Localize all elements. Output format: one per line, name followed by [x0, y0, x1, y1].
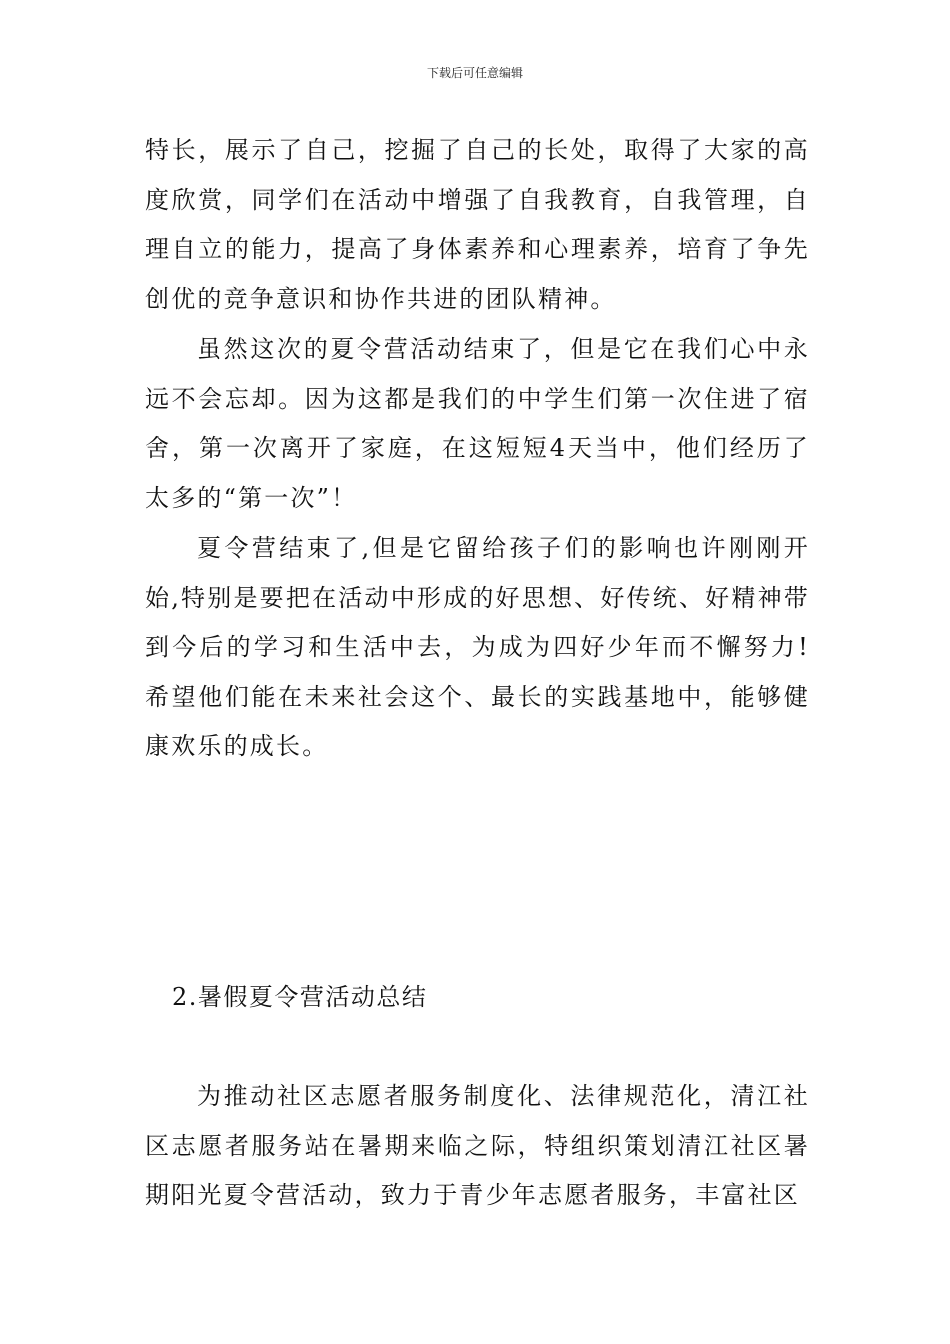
section-heading: 2.暑假夏令营活动总结: [172, 983, 428, 1011]
paragraph-3: 夏令营结束了,但是它留给孩子们的影响也许刚刚开始,特别是要把在活动中形成的好思想、好传统、好精神带到今后的学习和生活中去，为成为四好少年而不懈努力!希望他们能在未来社会这个、最长的实践基地中，能够健康欢乐的成长。: [145, 534, 810, 761]
page-header: 下载后可任意编辑: [426, 66, 523, 80]
section-paragraph: 为推动社区志愿者服务制度化、法律规范化，清江社区志愿者服务站在暑期来临之际，特组织策划清江社区暑期阳光夏令营活动，致力于青少年志愿者服务，丰富社区: [145, 1082, 810, 1210]
paragraph-2: 虽然这次的夏令营活动结束了，但是它在我们心中永远不会忘却。因为这都是我们的中学生们第一次住进了宿舍，第一次离开了家庭，在这短短4天当中，他们经历了太多的“第一次”！: [145, 335, 810, 512]
paragraph-1: 特长，展示了自己，挖掘了自己的长处，取得了大家的高度欣赏，同学们在活动中增强了自我教育，自我管理，自理自立的能力，提高了身体素养和心理素养，培育了争先创优的竞争意识和协作共进的团队精神。: [145, 136, 810, 313]
